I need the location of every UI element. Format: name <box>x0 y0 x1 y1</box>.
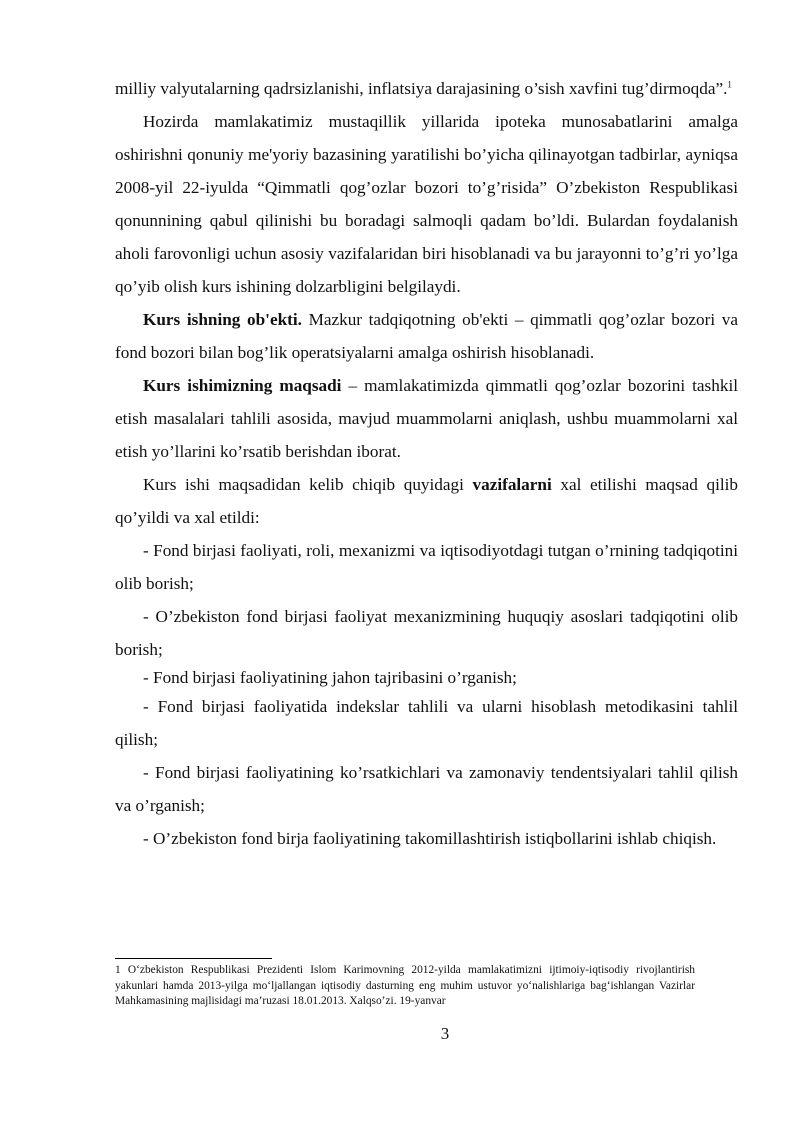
object-label: Kurs ishning ob'ekti. <box>143 310 302 329</box>
footnote-reference[interactable]: 1 <box>727 79 732 90</box>
tasks-intro-before: Kurs ishi maqsadidan kelib chiqib quyidagi <box>143 475 473 494</box>
goal-label: Kurs ishimizning maqsadi <box>143 376 342 395</box>
tasks-label: vazifalarni <box>472 475 552 494</box>
object-paragraph <box>115 303 738 369</box>
tasks-intro-paragraph <box>115 468 738 534</box>
relevance-paragraph: Hozirda mamlakatimiz mustaqillik yillarida ipoteka munosabatlarini amalga oshirishni qonuniy me'yoriy bazasining yaratilishi bo’yicha qilinayotgan tadbirlar, ayniqsa 2008-yil 22-iyulda “Qimmatli qog’ozlar bozori to’g’risida” O’zbekiston Respublikasi qonunnining qabul qilinishi bu boradagi salmoqli qadam bo’ldi. Bulardan foydalanish aholi farovonligi uchun asosiy vazifalaridan biri hisoblanadi va bu jarayonni to’g’ri yo’lga qo’yib olish kurs ishining dolzarbligini belgilaydi. <box>115 112 738 296</box>
page-number: 3 <box>440 1024 450 1043</box>
goal-paragraph <box>115 369 738 468</box>
intro-text: milliy valyutalarning qadrsizlanishi, inflatsiya darajasining o’sish xavfini tug’dirmoqda”. <box>115 79 728 98</box>
task-item: - Fond birjasi faoliyatida indekslar tahlili va ularni hisoblash metodikasini tahlil qilish; <box>115 697 738 749</box>
intro-paragraph <box>115 72 738 105</box>
object-text: Mazkur tadqiqotning ob'ekti – qimmatli qog’ozlar bozori va fond bozori bilan bog’lik operatsiyalarni amalga oshirish hisoblanadi. <box>115 310 738 362</box>
body-text <box>115 72 738 855</box>
task-item: - Fond birjasi faoliyati, roli, mexanizmi va iqtisodiyotdagi tutgan o’rnining tadqiqotini olib borish; <box>115 541 738 593</box>
footnote-separator <box>115 958 272 959</box>
goal-text: – mamlakatimizda qimmatli qog’ozlar bozorini tashkil etish masalalari tahlili asosida, mavjud muammolarni aniqlash, ushbu muammolarni xal etish yo’llarini ko’rsatib berishdan iborat. <box>115 376 738 461</box>
task-item: - Fond birjasi faoliyatining jahon tajribasini o’rganish; <box>143 668 517 687</box>
task-item: - Fond birjasi faoliyatining ko’rsatkichlari va zamonaviy tendentsiyalari tahlil qilish va o’rganish; <box>115 763 738 815</box>
tasks-intro-after: xal etilishi maqsad qilib qo’yildi va xal etildi: <box>115 475 738 527</box>
task-item: - O’zbekiston fond birja faoliyatining takomillashtirish istiqbollarini ishlab chiqish. <box>143 829 717 848</box>
task-item: - O’zbekiston fond birjasi faoliyat mexanizmining huquqiy asoslari tadqiqotini olib borish; <box>115 607 738 659</box>
footnote: 1 O‘zbekiston Respublikasi Prezidenti Islom Karimovning 2012-yilda mamlakatimizni ijtimoiy-iqtisodiy rivojlantirish yakunlari hamda 2013-yilga mo‘ljallangan iqtisodiy dasturning eng muhim ustuvor yo‘nalishlariga bag‘ishlangan Vazirlar Mahkamasining majlisidagi ma’ruzasi 18.01.2013. Xalqso’zi. 19-yanvar <box>115 964 695 1007</box>
